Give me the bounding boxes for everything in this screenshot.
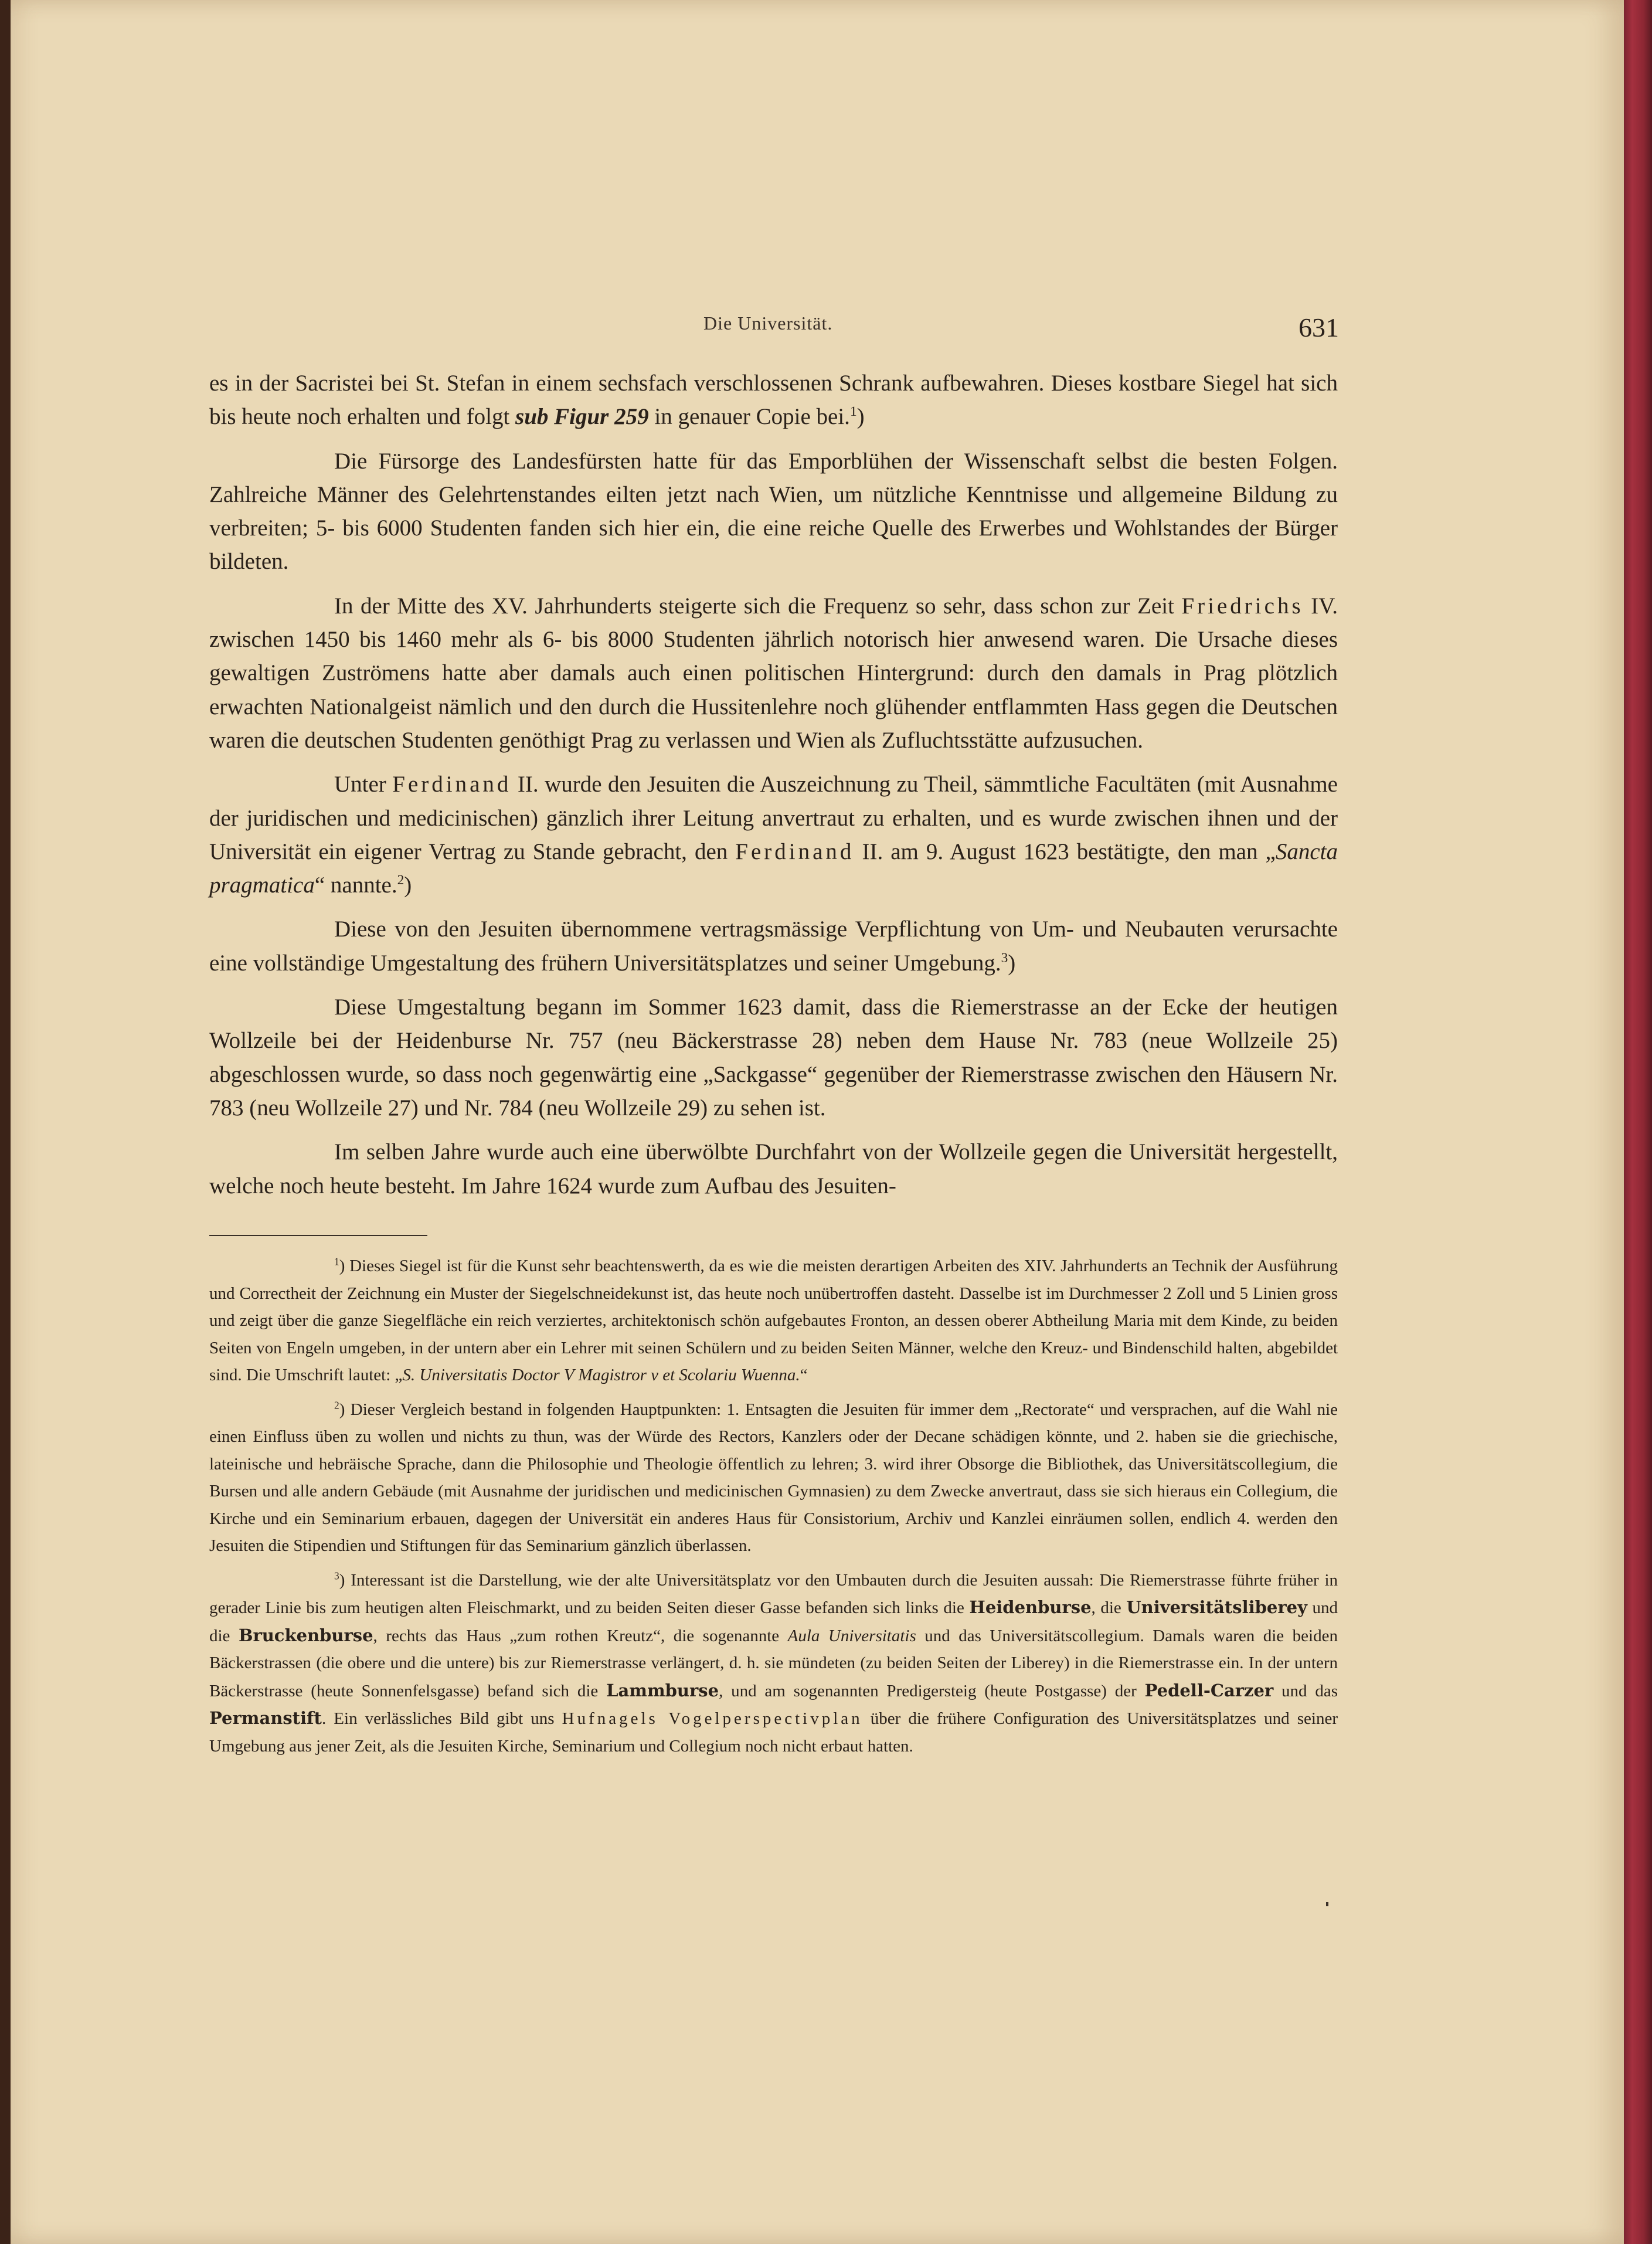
text-span: II. am 9. August 1623 bestätigte, den man „ [854, 838, 1276, 864]
universitaetsliberey: Universitätsliberey [1126, 1597, 1307, 1617]
page-number: 631 [1299, 313, 1339, 342]
text-span: Diese von den Jesuiten übernommene vertragsmässige Verpflichtung von Um- und Neubauten verursachte eine vollständige Umgestaltung des frühern Universitätsplatzes und seiner Umgebung. [209, 916, 1338, 976]
hufnagels-plan: Hufnagels Vogelperspectivplan [562, 1709, 863, 1728]
text-span: ) [1008, 950, 1016, 976]
running-head: Die Universität. [703, 313, 833, 334]
book-edge-red-binding [1624, 0, 1652, 2244]
footnote-number: 1 [334, 1255, 339, 1268]
text-span: . Ein verlässliches Bild gibt uns [321, 1709, 562, 1728]
bruckenburse: Bruckenburse [238, 1625, 373, 1645]
paragraph-3 [209, 589, 1338, 757]
footnote-marker: 1 [849, 404, 857, 420]
permanstift: Permanstift [209, 1708, 322, 1728]
text-span: “ [800, 1366, 808, 1384]
main-text [209, 366, 1338, 1203]
ink-mark [1326, 1902, 1328, 1906]
footnote-number: 3 [334, 1569, 339, 1581]
text-span: In der Mitte des XV. Jahrhunderts steigerte sich die Frequenz so sehr, dass schon zur Zeit [334, 593, 1182, 619]
text-span: IV. zwischen 1450 bis 1460 mehr als 6- bis 8000 Studenten jährlich notorisch hier anwesend waren. Die Ursache dieses gewaltigen Zuströmens hatte aber damals auch einen politischen Hintergrund: durch den damals in Prag plötzlich erwachten Nationalgeist nämlich und den durch die Hussitenlehre noch glühender entflammten Hass gegen die Deutschen waren die deutschen Studenten genöthigt Prag zu verlassen und Wien als Zufluchtsstätte aufzusuchen. [209, 593, 1338, 753]
text-span: ) Dieser Vergleich bestand in folgenden Hauptpunkten: 1. Entsagten die Jesuiten für immer dem „Rectorate“ und versprachen, auf die Wahl nie einen Einfluss üben zu wollen und nichts zu thun, was der Würde des Rectors, Kanzlers oder der Decane schädigen könnte, und 2. haben sie die griechische, lateinische und hebräische Sprache, dann die Philosophie und Theologie öffentlich zu lehren; 3. wird ihrer Obsorge die Bibliothek, das Universitätscollegium, die Bursen und alle andern Gebäude (mit Ausnahme der juridischen und medicinischen Gymnasien) zu dem Zwecke anvertraut, dass sie sich hieraus ein Collegium, die Kirche und ein Seminarium erbauen, dagegen der Universität ein anderes Haus für Consistorium, Archiv und Kanzlei einräumen sollen, endlich 4. werden den Jesuiten die Stipendien und Stiftungen für das Seminarium gänzlich überlassen. [209, 1400, 1338, 1555]
pedell-carzer: Pedell-Carzer [1144, 1680, 1274, 1700]
paragraph-6: Diese Umgestaltung begann im Sommer 1623 damit, dass die Riemerstrasse an der Ecke der heutigen Wollzeile bei der Heidenburse Nr. 757 (neu Bäckerstrasse 28) neben dem Hause Nr. 783 (neue Wollzeile 25) abgeschlossen wurde, so dass noch gegenwärtig eine „Sackgasse“ gegenüber der Riemerstrasse zwischen den Häusern Nr. 783 (neu Wollzeile 27) und Nr. 784 (neu Wollzeile 29) zu sehen ist. [209, 994, 1338, 1121]
footnote-2 [209, 1396, 1338, 1560]
text-span: und die [209, 1598, 1338, 1645]
text-span: ) Dieses Siegel ist für die Kunst sehr beachtenswerth, da es wie die meisten derartigen Arbeiten des XIV. Jahrhunderts an Technik der Ausführung und Correctheit der Zeichnung ein Muster der Siegelschneidekunst ist, das heute noch unübertroffen dasteht. Dasselbe ist im Durchmesser 2 Zoll und 5 Linien gross und zeigt über die ganze Siegelfläche ein reich verziertes, architektonisch schön aufgebautes Fronton, an dessen oberer Abtheilung Maria mit dem Kinde, zu beiden Seiten von Engeln umgeben, in der untern aber ein Lehrer mit seinen Schülern und zu beiden Seiten Männer, welche den Kreuz- und Bindenschild halten, abgebildet sind. Die Umschrift lautet: „ [209, 1257, 1338, 1384]
paragraph-4 [209, 768, 1338, 902]
footnote-number: 2 [334, 1398, 339, 1411]
text-span: , und am sogenannten Predigersteig (heute Postgasse) der [719, 1681, 1145, 1700]
text-span: , die [1091, 1598, 1127, 1617]
paragraph-7: Im selben Jahre wurde auch eine überwölbte Durchfahrt von der Wollzeile gegen die Universität hergestellt, welche noch heute besteht. Im Jahre 1624 wurde zum Aufbau des Jesuiten- [209, 1139, 1338, 1199]
footnote-marker: 2 [397, 873, 404, 888]
paragraph-5 [209, 912, 1338, 980]
name-ferdinand: Ferdinand [735, 838, 855, 864]
text-span: ) [856, 404, 865, 430]
text-span: über die frühere Configuration des Universitätsplatzes und seiner Umgebung aus jener Zeit, als die Jesuiten Kirche, Seminarium und Collegium noch nicht erbaut hatten. [209, 1709, 1338, 1756]
text-span: “ nannte. [314, 873, 397, 898]
footnote-rule [209, 1235, 427, 1236]
lammburse: Lammburse [606, 1680, 719, 1700]
text-span: , rechts das Haus „zum rothen Kreutz“, die sogenannte [373, 1626, 788, 1645]
footnote-3 [209, 1567, 1338, 1760]
sancta-pragmatica: Sancta pragmatica [209, 838, 1338, 898]
text-span: ) Interessant ist die Darstellung, wie der alte Universitätsplatz vor den Umbauten durch die Jesuiten aussah: Die Riemerstrasse führte früher in gerader Linie bis zum heutigen alten Fleischmarkt, und zu beiden Seiten dieser Gasse befanden sich links die [209, 1570, 1338, 1617]
text-span: in genauer Copie bei. [648, 404, 850, 430]
name-friedrichs: Friedrichs [1181, 593, 1304, 619]
text-span: es in der Sacristei bei St. Stefan in einem sechsfach verschlossenen Schrank aufbewahren. Dieses kostbare Siegel hat sich bis heute noch erhalten und folgt [209, 371, 1338, 430]
footnotes [209, 1252, 1338, 1767]
heidenburse: Heidenburse [969, 1597, 1092, 1617]
aula-universitatis: Aula Universitatis [787, 1626, 916, 1645]
seal-inscription: S. Universitatis Doctor V Magistror v et Scolariu Wuenna. [402, 1366, 800, 1384]
figure-reference: sub Figur 259 [515, 404, 649, 430]
footnote-1 [209, 1252, 1338, 1389]
text-span: und das Universitätscollegium. Damals waren die beiden Bäckerstrassen (die obere und die untere) bis zur Riemerstrasse verlängert, d. h. sie mündeten (zu beiden Seiten der Liberey) in die Riemerstrasse ein. In der untern Bäckerstrasse (heute Sonnenfelsgasse) befand sich die [209, 1626, 1338, 1700]
name-ferdinand: Ferdinand [392, 772, 512, 797]
text-span: Unter [334, 772, 393, 797]
footnote-marker: 3 [1001, 950, 1008, 966]
paragraph-1 [209, 366, 1338, 434]
paragraph-2: Die Fürsorge des Landesfürsten hatte für das Emporblühen der Wissenschaft selbst die besten Folgen. Zahlreiche Männer des Gelehrtenstandes eilten jetzt nach Wien, um nützliche Kenntnisse und allgemeine Bildung zu verbreiten; 5- bis 6000 Studenten fanden sich hier ein, die eine reiche Quelle des Erwerbes und Wohlstandes der Bürger bildeten. [209, 448, 1338, 575]
text-span: ) [404, 873, 412, 898]
text-span: II. wurde den Jesuiten die Auszeichnung zu Theil, sämmtliche Facultäten (mit Ausnahme der juridischen und medicinischen) gänzlich ihrer Leitung anvertraut zu erhalten, und es wurde zwischen ihnen und der Universität ein eigener Vertrag zu Stande gebracht, den [209, 772, 1338, 864]
text-span: und das [1273, 1681, 1338, 1700]
